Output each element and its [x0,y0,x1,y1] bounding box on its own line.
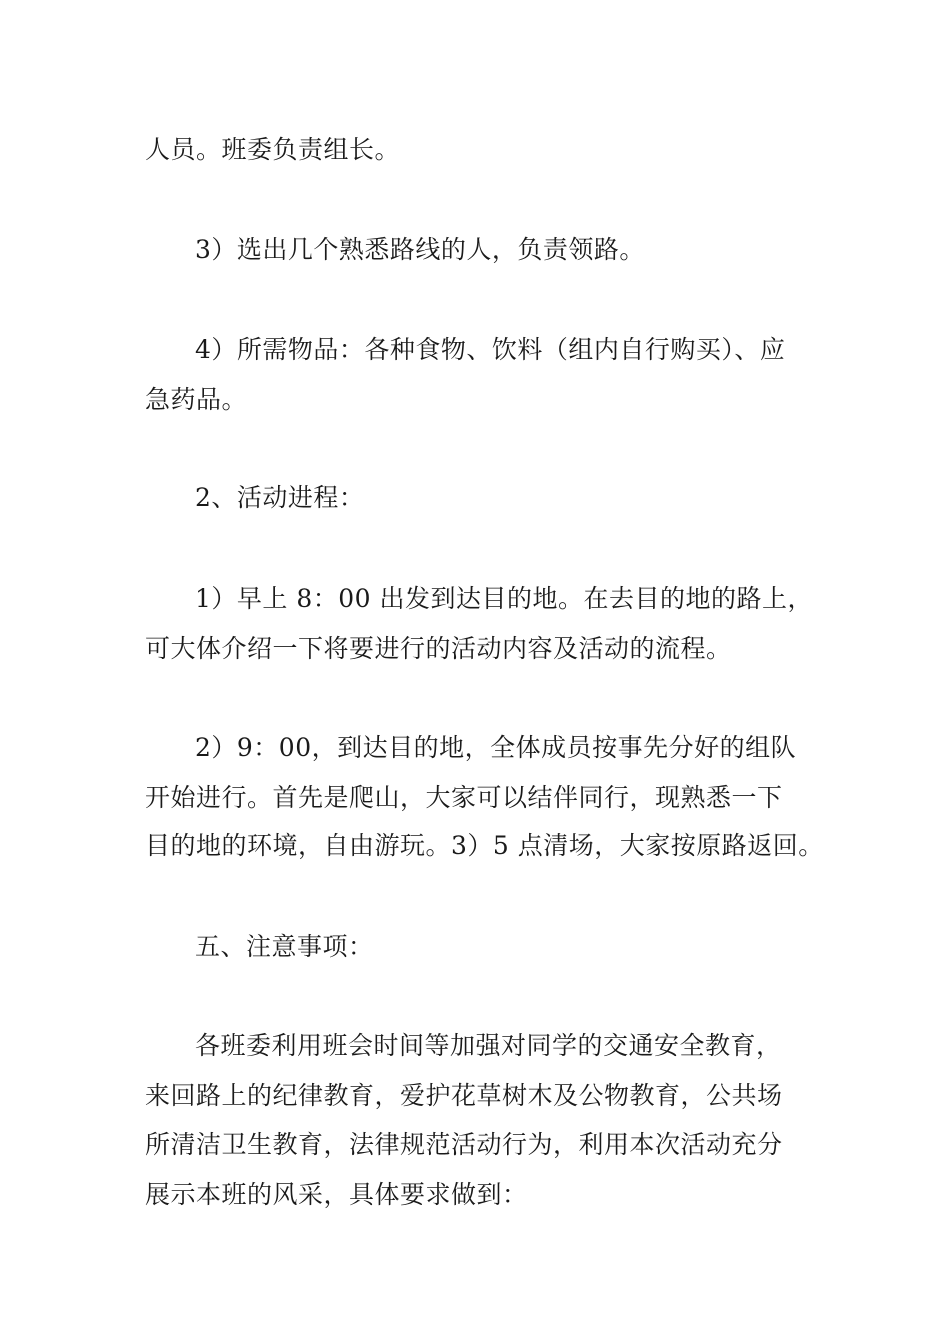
paragraph-line: 所清洁卫生教育，法律规范活动行为，利用本次活动充分 [145,1130,783,1159]
paragraph-line: 3）选出几个熟悉路线的人，负责领路。 [195,235,645,264]
paragraph-line: 4）所需物品：各种食物、饮料（组内自行购买）、应 [195,335,786,364]
paragraph-line: 人员。班委负责组长。 [145,135,401,164]
paragraph-line: 来回路上的纪律教育，爱护花草树木及公物教育，公共场 [145,1081,783,1110]
paragraph-line: 展示本班的风采，具体要求做到： [145,1180,528,1209]
paragraph-line: 急药品。 [145,385,248,414]
paragraph-line: 目的地的环境，自由游玩。3）5 点清场，大家按原路返回。 [145,831,824,860]
paragraph-line: 2）9：00，到达目的地，全体成员按事先分好的组队 [195,733,797,762]
paragraph-line: 可大体介绍一下将要进行的活动内容及活动的流程。 [145,634,732,663]
paragraph-line: 1）早上 8：00 出发到达目的地。在去目的地的路上， [195,584,814,613]
paragraph-line: 各班委利用班会时间等加强对同学的交通安全教育， [195,1031,782,1060]
section-heading: 2、活动进程： [195,483,365,512]
section-heading: 五、注意事项： [195,932,374,961]
paragraph-line: 开始进行。首先是爬山，大家可以结伴同行，现熟悉一下 [145,783,783,812]
